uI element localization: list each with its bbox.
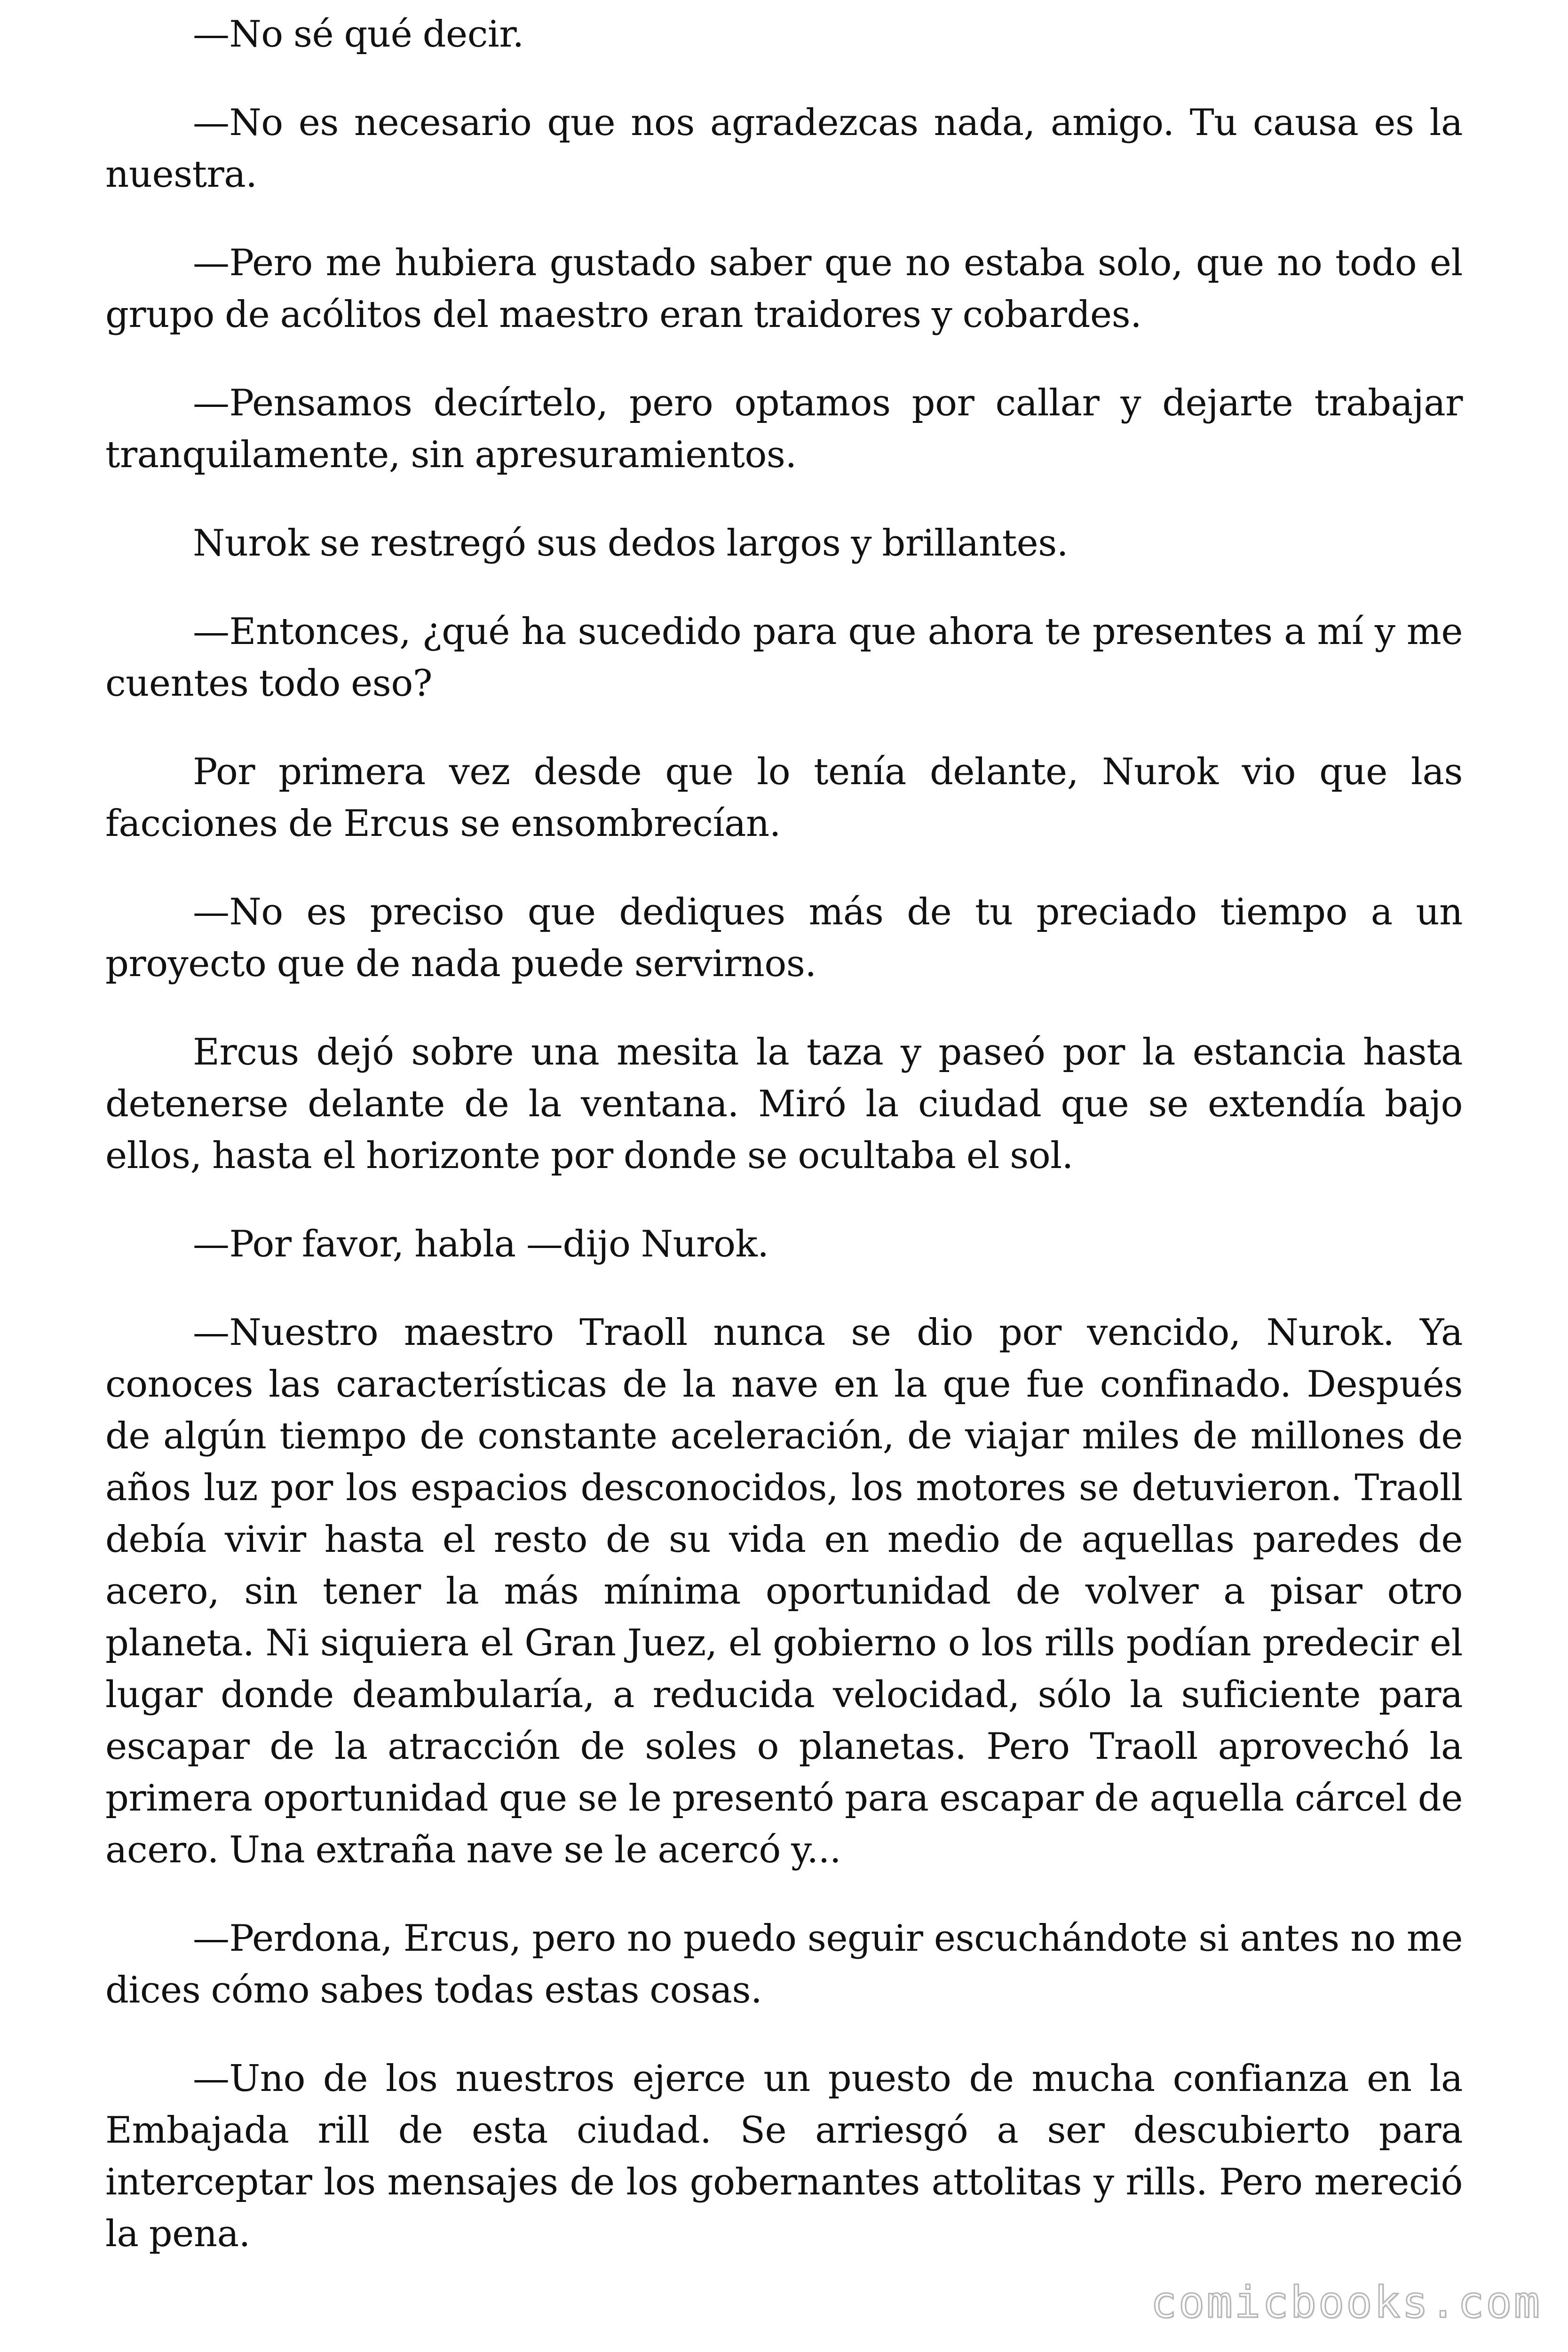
paragraph: Ercus dejó sobre una mesita la taza y paseó por la estancia hasta detenerse delante de la ventana. Miró la ciudad que se extendía bajo ellos, hasta el horizonte por donde se ocultaba el sol. bbox=[105, 1031, 1463, 1177]
page-body-text bbox=[105, 8, 1463, 2296]
paragraph: —Uno de los nuestros ejerce un puesto de mucha confianza en la Embajada rill de esta ciudad. Se arriesgó a ser descubierto para interceptar los mensajes de los gobernantes attolitas y rills. Pero mereció la pena. bbox=[105, 2058, 1463, 2255]
paragraph: —No es preciso que dediques más de tu preciado tiempo a un proyecto que de nada puede servirnos. bbox=[105, 891, 1463, 985]
paragraph: Nurok se restregó sus dedos largos y brillantes. bbox=[193, 522, 1069, 564]
watermark-text: comicbooks.com bbox=[1150, 2277, 1542, 2328]
paragraph: —Por favor, habla —dijo Nurok. bbox=[193, 1223, 769, 1265]
paragraph: —Entonces, ¿qué ha sucedido para que ahora te presentes a mí y me cuentes todo eso? bbox=[105, 611, 1463, 705]
paragraph: —Nuestro maestro Traoll nunca se dio por vencido, Nurok. Ya conoces las características de la nave en la que fue confinado. Después de algún tiempo de constante aceleración, de viajar miles de millones de años luz por los espacios desconocidos, los motores se detuvieron. Traoll debía vivir hasta el resto de su vida en medio de aquellas paredes de acero, sin tener la más mínima oportunidad de volver a pisar otro planeta. Ni siquiera el Gran Juez, el gobierno o los rills podían predecir el lugar donde deambularía, a reducida velocidad, sólo la suficiente para escapar de la atracción de soles o planetas. Pero Traoll aprovechó la primera oportunidad que se le presentó para escapar de aquella cárcel de acero. Una extraña nave se le acercó y... bbox=[105, 1311, 1463, 1871]
paragraph: —No es necesario que nos agradezcas nada, amigo. Tu causa es la nuestra. bbox=[105, 102, 1463, 196]
paragraph: —Pero me hubiera gustado saber que no estaba solo, que no todo el grupo de acólitos del maestro eran traidores y cobardes. bbox=[105, 242, 1463, 336]
paragraph: —No sé qué decir. bbox=[193, 13, 524, 56]
paragraph: —Pensamos decírtelo, pero optamos por callar y dejarte trabajar tranquilamente, sin apresuramientos. bbox=[105, 382, 1463, 476]
paragraph: —Perdona, Ercus, pero no puedo seguir escuchándote si antes no me dices cómo sabes todas estas cosas. bbox=[105, 1917, 1463, 2011]
paragraph: Por primera vez desde que lo tenía delante, Nurok vio que las facciones de Ercus se ensombrecían. bbox=[105, 751, 1463, 845]
